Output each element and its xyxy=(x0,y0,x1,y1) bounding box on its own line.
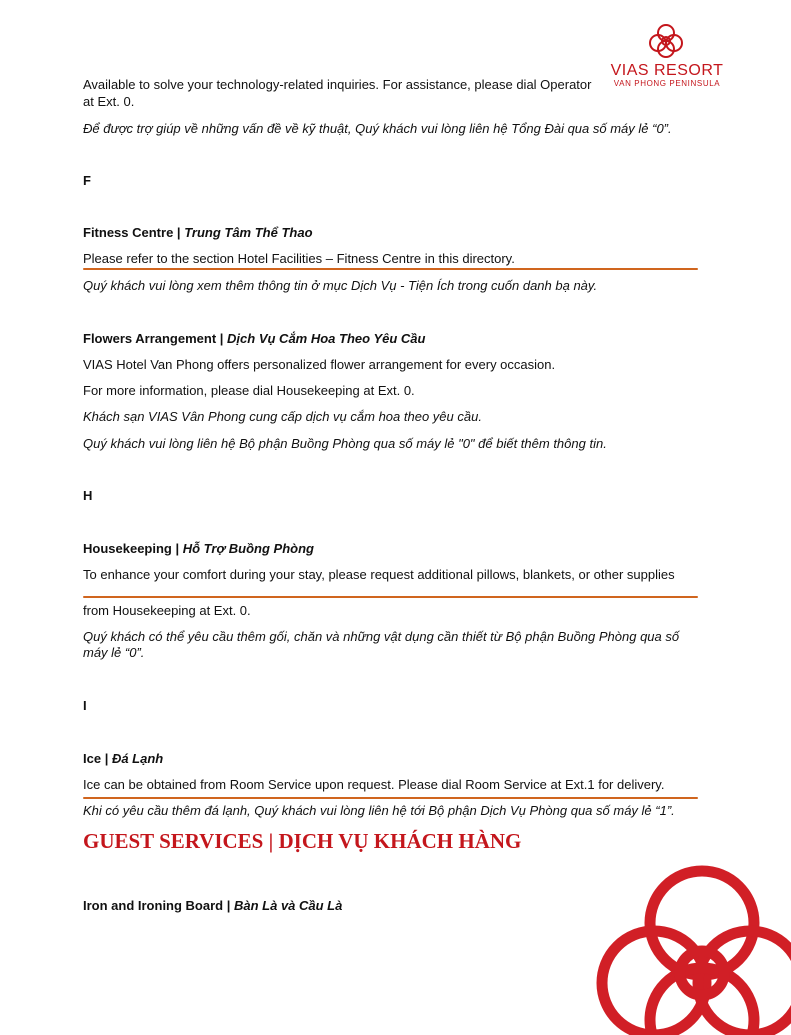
housekeeping-en-2: from Housekeeping at Ext. 0. xyxy=(83,603,251,618)
housekeeping-title-en: Housekeeping xyxy=(83,541,172,556)
flowers-vi-1: Khách sạn VIAS Vân Phong cung cấp dịch vụ cắm hoa theo yêu cầu. xyxy=(83,409,482,424)
intro-line-2: at Ext. 0. xyxy=(83,94,135,109)
flowers-en-1: VIAS Hotel Van Phong offers personalized flower arrangement for every occasion. xyxy=(83,357,556,372)
ice-title-vi: Đá Lạnh xyxy=(111,751,164,766)
fitness-vi: Quý khách vui lòng xem thêm thông tin ở mục Dịch Vụ - Tiện Ích trong cuốn danh bạ này. xyxy=(83,278,598,293)
divider-rule xyxy=(83,268,698,270)
title-separator: | xyxy=(171,541,183,556)
section-heading: GUEST SERVICES | DỊCH VỤ KHÁCH HÀNG xyxy=(83,829,522,853)
ice-en: Ice can be obtained from Room Service upon request. Please dial Room Service at Ext.1 for delivery. xyxy=(83,777,665,792)
fitness-title-vi: Trung Tâm Thể Thao xyxy=(184,225,313,240)
rose-logo-icon xyxy=(645,22,687,60)
divider-rule xyxy=(83,596,698,598)
housekeeping-title-vi: Hỗ Trợ Buồng Phòng xyxy=(182,541,314,556)
brand-name: VIAS RESORT xyxy=(610,62,724,79)
flowers-en-2: For more information, please dial Housekeeping at Ext. 0. xyxy=(83,383,415,398)
title-separator: | xyxy=(101,751,112,766)
iron-title-en: Iron and Ironing Board xyxy=(83,898,224,913)
letter-h: H xyxy=(83,488,93,503)
ice-title xyxy=(83,751,163,767)
iron-title xyxy=(83,898,342,914)
letter-f: F xyxy=(83,173,91,188)
divider-rule xyxy=(83,797,698,799)
fitness-en: Please refer to the section Hotel Facilities – Fitness Centre in this directory. xyxy=(83,251,515,266)
housekeeping-title xyxy=(83,541,314,557)
brand-wordmark xyxy=(603,62,731,89)
fitness-title-en: Fitness Centre xyxy=(83,225,174,240)
intro-vi: Để được trợ giúp về những vấn đề về kỹ thuật, Quý khách vui lòng liên hệ Tổng Đài qua số máy lẻ “0”. xyxy=(83,121,672,136)
brand-tagline: VAN PHONG PENINSULA xyxy=(613,79,721,88)
rose-watermark-icon xyxy=(592,855,791,1035)
ice-title-en: Ice xyxy=(83,751,102,766)
flowers-title-en: Flowers Arrangement xyxy=(83,331,217,346)
housekeeping-vi-2: máy lẻ “0”. xyxy=(83,645,145,660)
housekeeping-vi-1: Quý khách có thể yêu cầu thêm gối, chăn và những vật dụng cần thiết từ Bộ phận Buồng Phòng qua số xyxy=(83,629,680,644)
flowers-title-vi: Dịch Vụ Cắm Hoa Theo Yêu Cầu xyxy=(227,331,426,346)
title-separator: | xyxy=(216,331,228,346)
iron-title-vi: Bàn Là và Cầu Là xyxy=(233,898,343,913)
fitness-title xyxy=(83,225,313,241)
ice-vi: Khi có yêu cầu thêm đá lạnh, Quý khách vui lòng liên hệ tới Bộ phận Dịch Vụ Phòng qua số máy lẻ “1”. xyxy=(83,803,675,818)
title-separator: | xyxy=(223,898,234,913)
title-separator: | xyxy=(173,225,185,240)
letter-i: I xyxy=(83,698,87,713)
housekeeping-en-1: To enhance your comfort during your stay, please request additional pillows, blankets, or other supplies xyxy=(83,567,675,582)
intro-line-1: Available to solve your technology-related inquiries. For assistance, please dial Operator xyxy=(83,77,592,92)
flowers-vi-2: Quý khách vui lòng liên hệ Bộ phận Buồng Phòng qua số máy lẻ "0" để biết thêm thông tin. xyxy=(83,436,607,451)
flowers-title xyxy=(83,331,425,347)
